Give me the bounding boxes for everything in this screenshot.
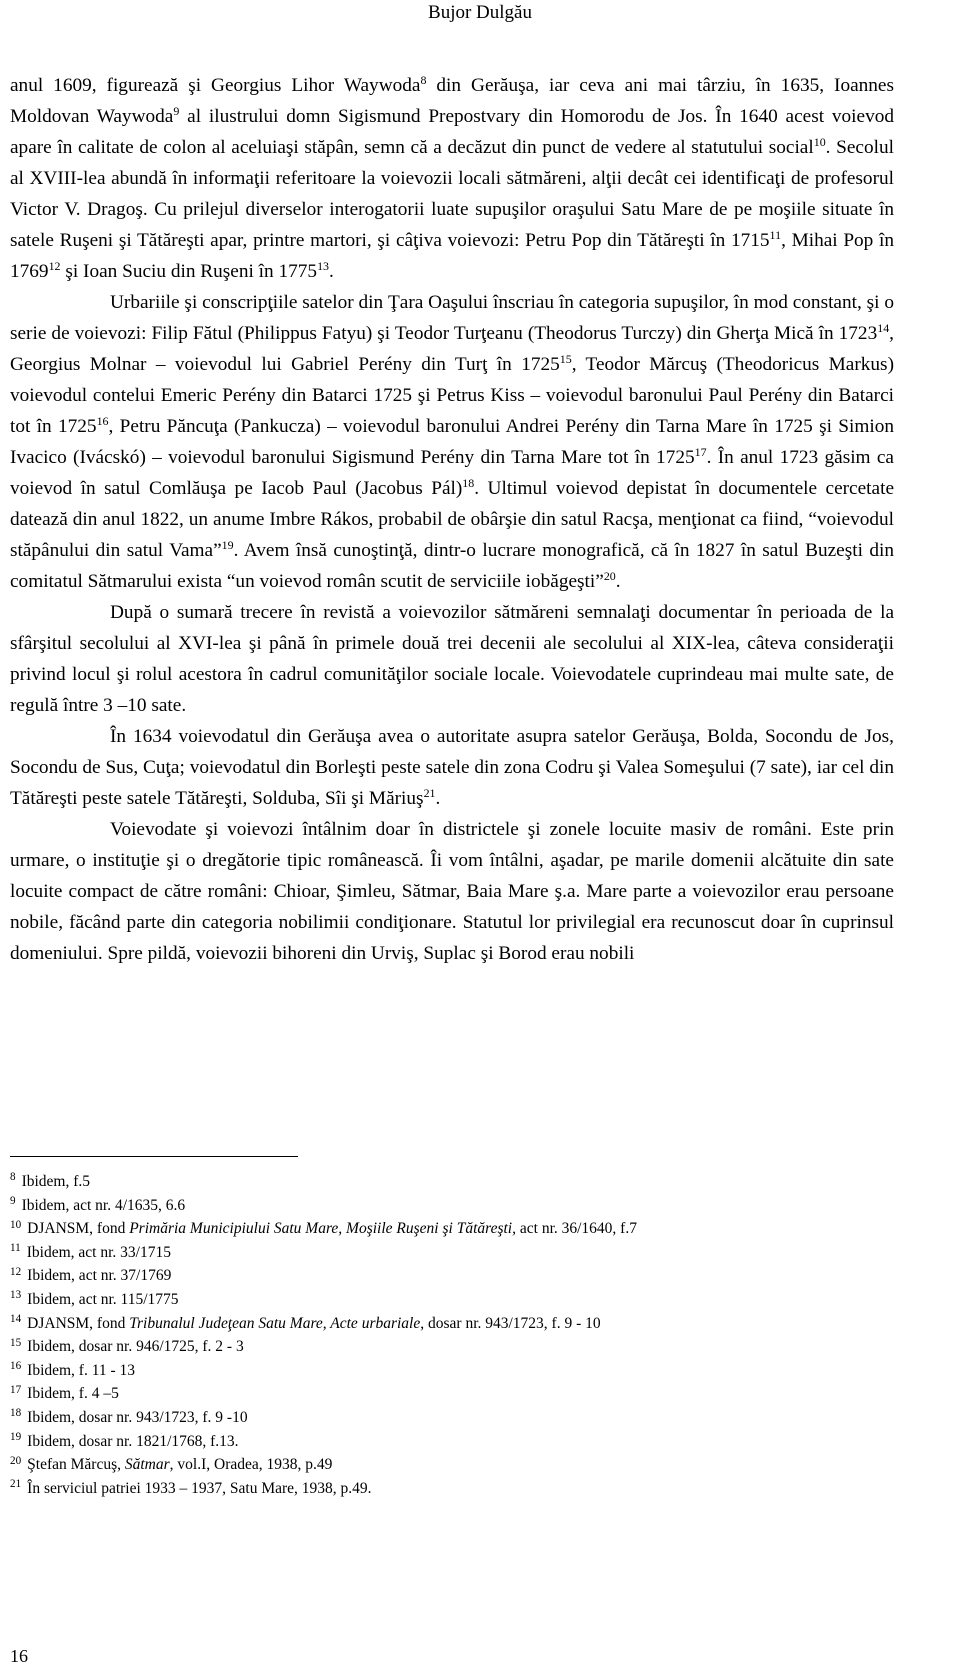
text-run: . Avem însă cunoştinţă, dintr-o lucrare monografică, că în 1827 în satul Buzeşti din comitatul Sătmarului exista “un voievod român scutit de serviciile iobăgeşti” [10, 540, 894, 592]
text-run: . În anul 1723 găsim ca voievod în satul Comlăuşa pe Iacob Paul (Jacobus Pál) [10, 447, 894, 499]
footnote-ref: 20 [603, 569, 616, 584]
footnotes [10, 1170, 910, 1500]
footnote [10, 1241, 910, 1265]
footnote [10, 1288, 910, 1312]
paragraph [10, 721, 894, 814]
text-run: , Mihai Pop în 1769 [10, 230, 895, 282]
footnote-text: DJANSM, fond [27, 1220, 130, 1238]
footnote-text: Ibidem, act nr. 115/1775 [27, 1290, 179, 1308]
footnote-ref: 15 [559, 352, 572, 367]
footnote-number: 8 [10, 1171, 16, 1184]
footnote-number: 12 [10, 1265, 22, 1278]
text-run: al ilustrului domn Sigismund Prepostvary din Homorodu de Jos. În 1640 acest voievod apare în calitate de colon al aceluiaşi stăpân, semn că a decăzut din punct de vedere al statutului social [10, 106, 894, 158]
footnote-text: Ibidem, f.5 [21, 1173, 91, 1190]
text-run: . [435, 788, 441, 809]
footnote-title: Primăria Municipiului Satu Mare, Moşiile Ruşeni şi Tătăreşti, [129, 1220, 516, 1238]
text-run: , Teodor Mărcuş (Theodoricus Markus) voievodul contelui Emeric Perény din Batarci 1725 şi Petrus Kiss – voievodul baronului Paul Perény din Batarci tot în 1725 [10, 354, 894, 437]
footnote [10, 1170, 910, 1194]
footnote [10, 1453, 910, 1477]
body-text [10, 70, 894, 969]
text-run: În 1634 voievodatul din Gerăuşa avea o autoritate asupra satelor Gerăuşa, Bolda, Socondu de Jos, Socondu de Sus, Cuţa; voievodatul din Borleşti peste satele din zona Codru şi Valea Someşului (7 sate), iar cel din Tătăreşti peste satele Tătăreşti, Solduba, Sîi şi Măriuş [10, 726, 894, 809]
footnote [10, 1477, 910, 1501]
footnote-number: 14 [10, 1312, 22, 1325]
text-run: şi Ioan Suciu din Ruşeni în 1775 [60, 261, 318, 282]
footnote-number: 13 [10, 1289, 22, 1302]
footnote-number: 20 [10, 1454, 22, 1467]
footnote [10, 1312, 910, 1336]
footnote-title: Tribunalul Judeţean Satu Mare, Acte urbariale [129, 1314, 421, 1332]
footnote-number: 19 [10, 1430, 22, 1443]
footnote-number: 16 [10, 1360, 22, 1373]
text-run: anul 1609, figurează şi Georgius Lihor Waywoda [10, 75, 421, 96]
footnote-text: Ibidem, dosar nr. 1821/1768, f.13. [27, 1432, 239, 1450]
footnote-ref: 19 [221, 538, 234, 553]
footnote-text: Ibidem, act nr. 4/1635, 6.6 [21, 1196, 186, 1214]
footnote-number: 17 [10, 1383, 22, 1396]
text-run: din Gerăuşa, iar ceva ani mai târziu, în 1635, Ioannes Moldovan Waywoda [10, 75, 894, 127]
footnote-text: Ibidem, dosar nr. 946/1725, f. 2 - 3 [27, 1338, 244, 1356]
text-run: După o sumară trecere în revistă a voievozilor sătmăreni semnalaţi documentar în perioada de la sfârşitul secolului al XVI-lea şi până în primele două trei decenii ale secolului al XIX-lea, câteva consideraţii privind locul şi rolul acestora în cadrul comunităţilor sociale locale. Voievodatele cuprindeau mai multe sate, de regulă între 3 –10 sate. [10, 602, 894, 716]
text-run: . [329, 261, 334, 282]
footnote-text: , vol.I, Oradea, 1938, p.49 [169, 1456, 333, 1474]
footnote [10, 1217, 910, 1241]
footnote-ref: 21 [423, 786, 436, 801]
footnote-ref: 13 [317, 259, 330, 274]
footnote-ref: 8 [420, 73, 427, 88]
footnote-ref: 18 [462, 476, 475, 491]
footnote-ref: 14 [877, 321, 890, 336]
footnote-ref: 10 [813, 135, 826, 150]
footnote-ref: 17 [694, 445, 707, 460]
footnote-text: Ibidem, act nr. 33/1715 [26, 1243, 171, 1261]
footnote-number: 9 [10, 1195, 16, 1208]
page-number: 16 [10, 1646, 28, 1666]
footnote [10, 1430, 910, 1454]
footnote-text: Ibidem, f. 11 - 13 [27, 1361, 136, 1379]
footnote [10, 1359, 910, 1383]
footnote [10, 1264, 910, 1288]
footnote [10, 1194, 910, 1218]
footnote-number: 10 [10, 1218, 22, 1231]
footnote-text: Ibidem, f. 4 –5 [27, 1385, 119, 1403]
footnote-number: 11 [10, 1242, 21, 1255]
text-run: , Georgius Molnar – voievodul lui Gabriel Perény din Turţ în 1725 [10, 323, 894, 375]
paragraph [10, 814, 894, 969]
footnote-ref: 16 [96, 414, 109, 429]
footnote-text: Ibidem, act nr. 37/1769 [27, 1267, 172, 1285]
footnote-number: 15 [10, 1336, 22, 1349]
footnote [10, 1406, 910, 1430]
footnote-text: Ibidem, dosar nr. 943/1723, f. 9 -10 [27, 1408, 248, 1426]
text-run: , Petru Păncuţa (Pankucza) – voievodul baronului Andrei Perény din Tarna Mare în 1725 şi Simion Ivacico (Ivácskó) – voievodul baronului Sigismund Perény din Tarna Mare tot în 1725 [10, 416, 894, 468]
footnote-separator [10, 1156, 298, 1157]
text-run: . Ultimul voievod depistat în documentele cercetate datează din anul 1822, un anume Imbre Rákos, probabil de obârşie din satul Racşa, menţionat ca fiind, “voievodul stăpânului din satul Vama” [10, 478, 895, 561]
footnote-text: În serviciul patriei 1933 – 1937, Satu Mare, 1938, p.49. [27, 1479, 372, 1497]
footnote-number: 21 [10, 1478, 22, 1491]
footnote-title: Sătmar [124, 1456, 170, 1474]
header-author: Bujor Dulgău [428, 2, 532, 23]
footnote-ref: 9 [173, 104, 180, 119]
footnote [10, 1382, 910, 1406]
paragraph [10, 287, 894, 597]
footnote-text: , dosar nr. 943/1723, f. 9 - 10 [420, 1314, 601, 1332]
paragraph [10, 597, 894, 721]
footnote-text: Ştefan Mărcuş, [27, 1456, 125, 1474]
text-run: . [615, 571, 621, 592]
footnote-text: DJANSM, fond [27, 1314, 130, 1332]
text-run: Urbariile şi conscripţiile satelor din Ţara Oaşului înscriau în categoria supuşilor, în mod constant, şi o serie de voievozi: Filip Fătul (Philippus Fatyu) şi Teodor Turţeanu (Theodorus Turczy) din Gherţa Mică în 1723 [10, 292, 894, 344]
text-run: . Secolul al XVIII-lea abundă în informaţii referitoare la voievozii locali sătmăreni, alţii decât cei identificaţi de profesorul Victor V. Dragoş. Cu prilejul diverselor interogatorii luate supuşilor oraşului Satu Mare de pe moşiile situate în satele Ruşeni şi Tătăreşti apar, printre martori, şi câţiva voievozi: Petru Pop din Tătăreşti în 1715 [10, 137, 894, 251]
footnote-number: 18 [10, 1407, 22, 1420]
text-run: Voievodate şi voievozi întâlnim doar în districtele şi zonele locuite masiv de români. Este prin urmare, o instituţie şi o dregătorie tipic românească. Îi vom întâlni, aşadar, pe marile domenii alcătuite din sate locuite compact de către români: Chioar, Şimleu, Sătmar, Baia Mare ş.a. Mare parte a voievozilor erau persoane nobile, făcând parte din categoria nobilimii condiţionare. Statutul lor privilegial era recunoscut doar în cuprinsul domeniului. Spre pildă, voievozii bihoreni din Urviş, Suplac şi Borod erau nobili [10, 819, 894, 964]
footnote [10, 1335, 910, 1359]
footnote-text: act nr. 36/1640, f.7 [516, 1220, 637, 1238]
footnote-ref: 11 [769, 228, 782, 243]
running-header [0, 2, 960, 24]
footnote-ref: 12 [48, 259, 61, 274]
paragraph [10, 70, 894, 287]
